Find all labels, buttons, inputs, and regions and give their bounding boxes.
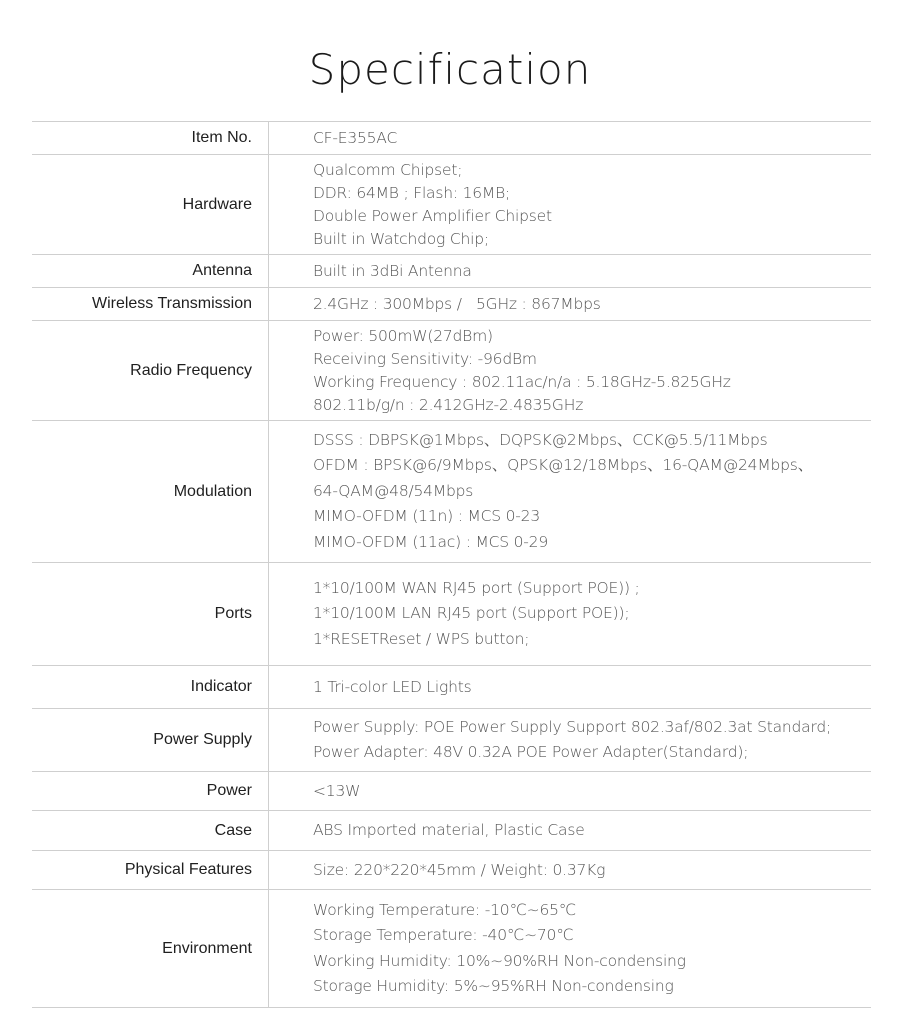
spec-label: Case	[32, 811, 269, 851]
spec-value-line: ABS Imported material, Plastic Case	[313, 821, 585, 839]
spec-value-line: 1 Tri-color LED Lights	[313, 677, 472, 696]
spec-row-case	[32, 811, 871, 851]
spec-value	[269, 421, 872, 563]
spec-label: Radio Frequency	[32, 321, 269, 421]
spec-value	[269, 772, 872, 811]
spec-label: Wireless Transmission	[32, 288, 269, 321]
spec-row-wireless-transmission	[32, 288, 871, 321]
spec-value-line: MIMO-OFDM (11ac) : MCS 0-29	[313, 532, 548, 551]
spec-row-modulation	[32, 421, 871, 563]
spec-value-line: Double Power Amplifier Chipset	[313, 206, 552, 225]
spec-value	[269, 851, 872, 890]
specification-table	[32, 121, 871, 1008]
spec-label: Hardware	[32, 155, 269, 255]
spec-row-antenna	[32, 255, 871, 288]
spec-row-item-no	[32, 122, 871, 155]
spec-value-line: 1*10/100M LAN RJ45 port (Support POE));	[313, 604, 630, 623]
spec-row-environment	[32, 890, 871, 1008]
spec-value	[269, 122, 872, 155]
spec-row-radio-frequency	[32, 321, 871, 421]
page-title: Specification	[308, 45, 592, 94]
spec-label: Physical Features	[32, 851, 269, 890]
spec-value	[269, 321, 872, 421]
spec-value-line: Storage Humidity: 5%~95%RH Non-condensing	[313, 977, 674, 995]
spec-value-line: CF-E355AC	[313, 128, 398, 147]
spec-value-line: DSSS : DBPSK@1Mbps、DQPSK@2Mbps、CCK@5.5/11Mbps	[313, 430, 768, 449]
spec-value-line: Working Humidity: 10%~90%RH Non-condensing	[313, 951, 686, 970]
spec-value-line: 1*10/100M WAN RJ45 port (Support POE)) ;	[313, 578, 640, 597]
spec-row-power-supply	[32, 709, 871, 772]
spec-value-line: 2.4GHz : 300Mbps / 5GHz : 867Mbps	[313, 294, 601, 313]
spec-row-indicator	[32, 666, 871, 709]
spec-value-line: Power Adapter: 48V 0.32A POE Power Adapter(Standard);	[313, 743, 749, 761]
spec-label: Power Supply	[32, 709, 269, 772]
spec-value-line: Working Frequency : 802.11ac/n/a : 5.18GHz-5.825GHz	[313, 372, 731, 391]
spec-value-line: MIMO-OFDM (11n) : MCS 0-23	[313, 507, 540, 526]
spec-value	[269, 811, 872, 851]
spec-label: Environment	[32, 890, 269, 1008]
spec-value	[269, 563, 872, 666]
spec-label: Antenna	[32, 255, 269, 288]
spec-value-line: Built in 3dBi Antenna	[313, 261, 472, 280]
spec-value-line: 802.11b/g/n : 2.412GHz-2.4835GHz	[313, 395, 584, 414]
spec-value	[269, 890, 872, 1008]
spec-value-line: 1*RESETReset / WPS button;	[313, 629, 530, 648]
spec-value-line: Size: 220*220*45mm / Weight: 0.37Kg	[313, 860, 606, 879]
spec-value	[269, 709, 872, 772]
spec-value-line: Qualcomm Chipset;	[313, 160, 463, 179]
spec-label: Item No.	[32, 122, 269, 155]
spec-value-line: Power Supply: POE Power Supply Support 802.3af/802.3at Standard;	[313, 717, 831, 736]
spec-value	[269, 155, 872, 255]
spec-value	[269, 255, 872, 288]
spec-row-ports	[32, 563, 871, 666]
spec-value	[269, 288, 872, 321]
spec-value-line: OFDM : BPSK@6/9Mbps、QPSK@12/18Mbps、16-QAM@24Mbps、	[313, 456, 813, 475]
spec-row-physical-features	[32, 851, 871, 890]
spec-value-line: Power: 500mW(27dBm)	[313, 326, 493, 345]
spec-value-line: <13W	[313, 781, 361, 800]
spec-value-line: 64-QAM@48/54Mbps	[313, 481, 474, 500]
spec-label: Power	[32, 772, 269, 811]
spec-value-line: Built in Watchdog Chip;	[313, 229, 489, 248]
spec-value-line: Receiving Sensitivity: -96dBm	[313, 349, 537, 368]
spec-label: Modulation	[32, 421, 269, 563]
spec-label: Indicator	[32, 666, 269, 709]
spec-label: Ports	[32, 563, 269, 666]
spec-value-line: Working Temperature: -10℃~65℃	[313, 900, 576, 919]
spec-row-hardware	[32, 155, 871, 255]
spec-value-line: DDR: 64MB ; Flash: 16MB;	[313, 183, 511, 202]
spec-value-line: Storage Temperature: -40℃~70℃	[313, 926, 574, 944]
spec-row-power	[32, 772, 871, 811]
spec-value	[269, 666, 872, 709]
